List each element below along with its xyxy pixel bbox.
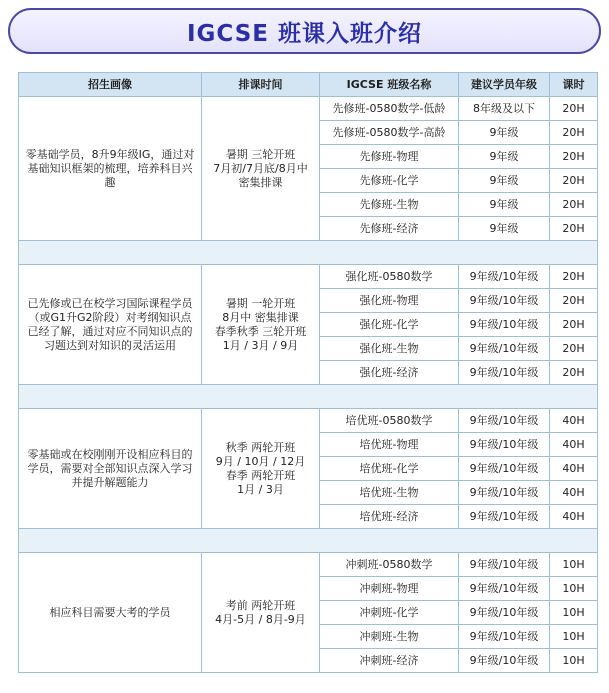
table-row	[19, 97, 598, 121]
class-name-cell: 培优班-物理	[320, 433, 459, 457]
hours-cell: 20H	[550, 169, 598, 193]
class-name-cell: 培优班-经济	[320, 505, 459, 529]
header-hours: 课时	[550, 73, 598, 97]
grade-cell: 9年级/10年级	[459, 337, 550, 361]
header-schedule: 排课时间	[202, 73, 320, 97]
grade-cell: 9年级/10年级	[459, 649, 550, 673]
class-name-cell: 培优班-生物	[320, 481, 459, 505]
schedule-cell: 秋季 两轮开班 9月 / 10月 / 12月 春季 两轮开班 1月 / 3月	[202, 409, 320, 529]
class-name-cell: 先修班-物理	[320, 145, 459, 169]
hours-cell: 20H	[550, 337, 598, 361]
class-name-cell: 先修班-生物	[320, 193, 459, 217]
hours-cell: 10H	[550, 553, 598, 577]
class-name-cell: 冲刺班-生物	[320, 625, 459, 649]
group-separator-cell	[19, 241, 598, 265]
class-name-cell: 强化班-0580数学	[320, 265, 459, 289]
grade-cell: 9年级/10年级	[459, 409, 550, 433]
schedule-cell: 暑期 一轮开班 8月中 密集排课 春季秋季 三轮开班 1月 / 3月 / 9月	[202, 265, 320, 385]
grade-cell: 9年级/10年级	[459, 601, 550, 625]
group-separator-cell	[19, 385, 598, 409]
hours-cell: 40H	[550, 457, 598, 481]
class-name-cell: 强化班-物理	[320, 289, 459, 313]
grade-cell: 9年级/10年级	[459, 577, 550, 601]
hours-cell: 20H	[550, 361, 598, 385]
title-banner	[8, 8, 601, 54]
table-body	[19, 97, 598, 673]
group-separator-row	[19, 529, 598, 553]
audience-cell: 相应科目需要大考的学员	[19, 553, 202, 673]
grade-cell: 9年级/10年级	[459, 625, 550, 649]
hours-cell: 40H	[550, 433, 598, 457]
audience-cell: 已先修或已在校学习国际课程学员（或G1升G2阶段）对考纲知识点已经了解，通过对应不同知识点的习题达到对知识的灵活运用	[19, 265, 202, 385]
course-table-wrapper	[18, 72, 597, 673]
hours-cell: 20H	[550, 289, 598, 313]
grade-cell: 9年级/10年级	[459, 553, 550, 577]
class-name-cell: 先修班-化学	[320, 169, 459, 193]
hours-cell: 40H	[550, 481, 598, 505]
table-row	[19, 409, 598, 433]
hours-cell: 10H	[550, 649, 598, 673]
class-name-cell: 强化班-生物	[320, 337, 459, 361]
hours-cell: 20H	[550, 313, 598, 337]
hours-cell: 10H	[550, 601, 598, 625]
table-row	[19, 553, 598, 577]
schedule-cell: 暑期 三轮开班 7月初/7月底/8月中 密集排课	[202, 97, 320, 241]
class-name-cell: 强化班-化学	[320, 313, 459, 337]
hours-cell: 20H	[550, 145, 598, 169]
grade-cell: 9年级/10年级	[459, 361, 550, 385]
table-row	[19, 265, 598, 289]
page-title: IGCSE 班课入班介绍	[186, 20, 423, 47]
hours-cell: 20H	[550, 121, 598, 145]
header-grade: 建议学员年级	[459, 73, 550, 97]
class-name-cell: 先修班-0580数学-低龄	[320, 97, 459, 121]
class-name-cell: 冲刺班-物理	[320, 577, 459, 601]
hours-cell: 10H	[550, 625, 598, 649]
grade-cell: 8年级及以下	[459, 97, 550, 121]
class-name-cell: 强化班-经济	[320, 361, 459, 385]
class-name-cell: 培优班-化学	[320, 457, 459, 481]
header-audience: 招生画像	[19, 73, 202, 97]
audience-cell: 零基础学员，8升9年级IG，通过对基础知识框架的梳理，培养科目兴趣	[19, 97, 202, 241]
grade-cell: 9年级/10年级	[459, 265, 550, 289]
audience-cell: 零基础或在校刚刚开设相应科目的学员，需要对全部知识点深入学习并提升解题能力	[19, 409, 202, 529]
class-name-cell: 先修班-0580数学-高龄	[320, 121, 459, 145]
grade-cell: 9年级	[459, 217, 550, 241]
header-class-name: IGCSE 班级名称	[320, 73, 459, 97]
hours-cell: 40H	[550, 409, 598, 433]
group-separator-row	[19, 241, 598, 265]
hours-cell: 20H	[550, 265, 598, 289]
grade-cell: 9年级/10年级	[459, 505, 550, 529]
class-name-cell: 冲刺班-化学	[320, 601, 459, 625]
schedule-cell: 考前 两轮开班 4月-5月 / 8月-9月	[202, 553, 320, 673]
grade-cell: 9年级/10年级	[459, 289, 550, 313]
grade-cell: 9年级	[459, 121, 550, 145]
grade-cell: 9年级/10年级	[459, 481, 550, 505]
table-header-row	[19, 73, 598, 97]
hours-cell: 20H	[550, 217, 598, 241]
hours-cell: 10H	[550, 577, 598, 601]
hours-cell: 20H	[550, 193, 598, 217]
grade-cell: 9年级	[459, 145, 550, 169]
class-name-cell: 冲刺班-经济	[320, 649, 459, 673]
grade-cell: 9年级/10年级	[459, 457, 550, 481]
grade-cell: 9年级	[459, 193, 550, 217]
grade-cell: 9年级/10年级	[459, 433, 550, 457]
class-name-cell: 先修班-经济	[320, 217, 459, 241]
group-separator-row	[19, 385, 598, 409]
hours-cell: 40H	[550, 505, 598, 529]
grade-cell: 9年级	[459, 169, 550, 193]
grade-cell: 9年级/10年级	[459, 313, 550, 337]
group-separator-cell	[19, 529, 598, 553]
class-name-cell: 培优班-0580数学	[320, 409, 459, 433]
course-table	[18, 72, 598, 673]
class-name-cell: 冲刺班-0580数学	[320, 553, 459, 577]
hours-cell: 20H	[550, 97, 598, 121]
